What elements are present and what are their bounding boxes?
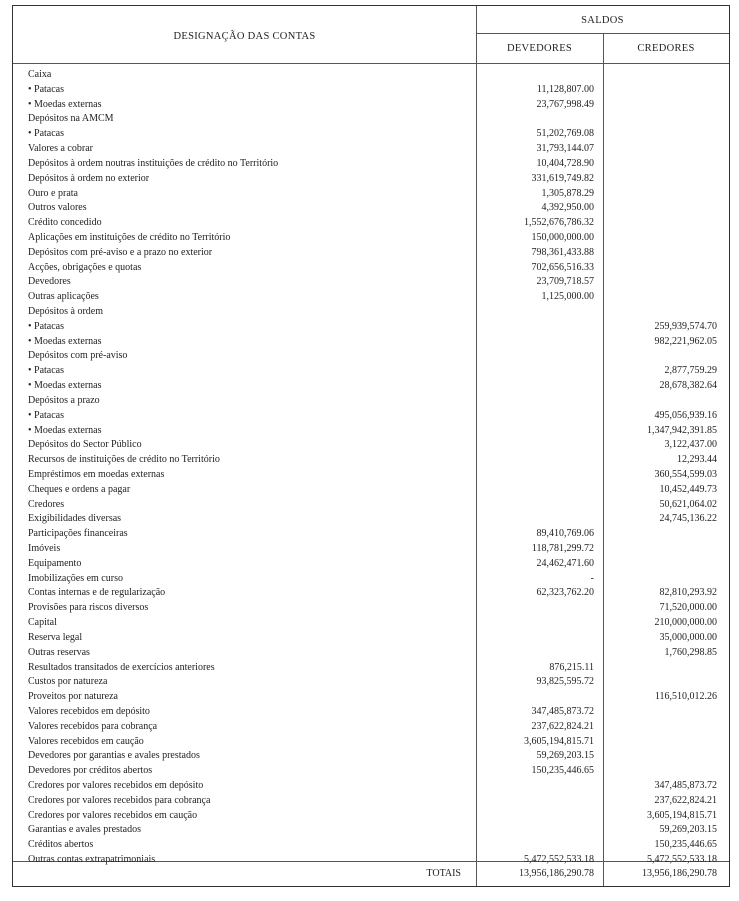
account-name: Ouro e prata [28, 187, 78, 199]
credores-value: 150,235,446.65 [654, 839, 717, 851]
devedores-value: - [590, 572, 594, 584]
devedores-value: 23,709,718.57 [536, 276, 594, 288]
account-name: • Patacas [28, 128, 64, 140]
account-name: Valores a cobrar [28, 143, 93, 155]
credores-value: 982,221,962.05 [654, 335, 717, 347]
table-row [13, 246, 729, 261]
devedores-header: DEVEDORES [506, 43, 573, 54]
table-row [13, 112, 729, 127]
table-row [13, 572, 729, 587]
devedores-value: 10,404,728.90 [536, 157, 594, 169]
credores-value: 1,347,942,391.85 [647, 424, 717, 436]
account-name: Equipamento [28, 557, 82, 569]
account-name: Credores por valores recebidos para cobrança [28, 794, 211, 806]
account-name: Outras contas extrapatrimoniais [28, 854, 156, 866]
totals-label: TOTAIS [426, 868, 461, 879]
row-divider [476, 33, 729, 34]
devedores-value: 1,125,000.00 [541, 291, 594, 303]
devedores-value: 702,656,516.33 [531, 261, 594, 273]
credores-value: 495,056,939.16 [654, 409, 717, 421]
account-name: • Moedas externas [28, 335, 102, 347]
credores-value: 347,485,873.72 [654, 780, 717, 791]
table-row [13, 231, 729, 246]
balance-table [12, 5, 730, 887]
totals-devedores: 13,956,186,290.78 [519, 868, 594, 879]
account-name: Cheques e ordens a pagar [28, 483, 131, 495]
devedores-value: 347,485,873.72 [531, 705, 594, 717]
totals-credores: 13,956,186,290.78 [642, 868, 717, 879]
devedores-value: 23,767,998.49 [536, 98, 594, 110]
devedores-value: 331,619,749.82 [531, 172, 594, 184]
devedores-value: 31,793,144.07 [536, 143, 594, 155]
table-row [13, 172, 729, 187]
credores-value: 3,122,437.00 [664, 439, 717, 451]
account-name: Credores [28, 498, 65, 510]
account-name: • Patacas [28, 83, 64, 95]
account-rows [13, 68, 729, 868]
devedores-value: 51,202,769.08 [536, 128, 594, 140]
account-name: Exigibilidades diversas [28, 513, 122, 525]
table-row [13, 749, 729, 764]
account-name: Outros valores [28, 202, 87, 214]
table-row [13, 453, 729, 468]
account-name: Créditos abertos [28, 839, 94, 851]
credores-value: 24,745,136.22 [659, 513, 717, 525]
table-row [13, 720, 729, 735]
table-row [13, 690, 729, 705]
devedores-value: 59,269,203.15 [536, 750, 594, 762]
account-name: Acções, obrigações e quotas [28, 261, 142, 273]
table-row [13, 557, 729, 572]
credores-value: 210,000,000.00 [654, 617, 717, 629]
devedores-value: 62,323,762.20 [536, 587, 594, 599]
table-row [13, 216, 729, 231]
table-row [13, 409, 729, 424]
table-row [13, 764, 729, 779]
header-divider [13, 63, 729, 64]
account-name: Depósitos à ordem [28, 306, 103, 317]
account-name: Depósitos com pré-aviso [28, 350, 128, 362]
table-row [13, 616, 729, 631]
credores-value: 2,877,759.29 [664, 365, 717, 377]
credores-value: 10,452,449.73 [659, 483, 717, 495]
credores-value: 12,293.44 [677, 454, 717, 466]
account-name: Proveitos por natureza [28, 691, 118, 703]
account-name: Caixa [28, 69, 52, 80]
devedores-value: 1,305,878.29 [541, 187, 594, 199]
devedores-value: 5,472,552,533.18 [524, 854, 594, 866]
table-row [13, 527, 729, 542]
devedores-value: 876,215.11 [549, 661, 594, 673]
devedores-value: 24,462,471.60 [536, 557, 594, 569]
table-row [13, 335, 729, 350]
devedores-value: 150,235,446.65 [531, 765, 594, 777]
credores-value: 71,520,000.00 [659, 602, 717, 614]
account-name: Custos por natureza [28, 676, 108, 688]
devedores-value: 93,825,595.72 [536, 676, 594, 688]
table-row [13, 646, 729, 661]
account-name: Valores recebidos em depósito [28, 705, 150, 717]
table-row [13, 157, 729, 172]
credores-value: 5,472,552,533.18 [647, 854, 717, 866]
table-row [13, 305, 729, 320]
table-row [13, 290, 729, 305]
table-row [13, 823, 729, 838]
credores-header: CREDORES [637, 43, 695, 54]
account-name: Outras aplicações [28, 291, 99, 303]
table-row [13, 349, 729, 364]
table-row [13, 261, 729, 276]
account-name: Resultados transitados de exercícios anteriores [28, 661, 215, 673]
table-row [13, 586, 729, 601]
account-name: Crédito concedido [28, 217, 102, 229]
table-row [13, 705, 729, 720]
table-row [13, 631, 729, 646]
devedores-value: 798,361,433.88 [531, 246, 594, 258]
saldos-header: SALDOS [581, 15, 624, 26]
table-row [13, 438, 729, 453]
table-row [13, 809, 729, 824]
table-row [13, 601, 729, 616]
credores-value: 3,605,194,815.71 [647, 809, 717, 821]
devedores-value: 11,128,807.00 [536, 83, 594, 95]
account-name: Devedores por garantias e avales prestados [28, 750, 200, 762]
account-name: • Patacas [28, 365, 64, 377]
account-name: Depósitos com pré-aviso e a prazo no exterior [28, 246, 213, 258]
devedores-value: 237,622,824.21 [531, 720, 594, 732]
credores-value: 82,810,293.92 [659, 587, 717, 599]
table-row [13, 364, 729, 379]
account-name: Depósitos do Sector Público [28, 439, 142, 451]
devedores-value: 3,605,194,815.71 [524, 735, 594, 747]
table-row [13, 838, 729, 853]
table-row [13, 275, 729, 290]
table-row [13, 512, 729, 527]
table-row [13, 483, 729, 498]
table-row [13, 68, 729, 83]
table-row [13, 735, 729, 750]
credores-value: 35,000,000.00 [659, 631, 717, 643]
credores-value: 259,939,574.70 [654, 320, 717, 332]
account-name: Provisões para riscos diversos [28, 602, 149, 614]
account-name: Contas internas e de regularização [28, 587, 166, 599]
account-name: Outras reservas [28, 646, 90, 658]
account-name: Depósitos à ordem no exterior [28, 172, 150, 184]
account-name: Reserva legal [28, 631, 83, 643]
account-name: Depósitos a prazo [28, 394, 100, 406]
account-name: Valores recebidos para cobrança [28, 720, 158, 732]
table-row [13, 394, 729, 409]
account-name: Imobilizações em curso [28, 572, 123, 584]
table-row [13, 142, 729, 157]
account-name: • Moedas externas [28, 424, 102, 436]
table-row [13, 853, 729, 868]
account-name: Aplicações em instituições de crédito no Território [28, 231, 231, 243]
table-row [13, 83, 729, 98]
account-name: Devedores [28, 276, 71, 288]
credores-value: 1,760,298.85 [664, 646, 717, 658]
devedores-value: 1,552,676,786.32 [524, 217, 594, 229]
credores-value: 50,621,064.02 [659, 498, 717, 510]
account-name: Garantias e avales prestados [28, 824, 142, 836]
account-name: Recursos de instituições de crédito no Território [28, 454, 220, 466]
table-row [13, 320, 729, 335]
table-row [13, 187, 729, 202]
table-row [13, 498, 729, 513]
credores-value: 237,622,824.21 [654, 794, 717, 806]
account-name: • Patacas [28, 409, 64, 421]
account-name: Capital [28, 617, 57, 629]
account-name: Valores recebidos em caução [28, 735, 144, 747]
table-row [13, 379, 729, 394]
devedores-value: 118,781,299.72 [531, 543, 594, 554]
credores-value: 28,678,382.64 [659, 380, 717, 392]
table-row [13, 201, 729, 216]
table-row [13, 779, 729, 794]
account-name: • Moedas externas [28, 380, 102, 392]
table-row [13, 468, 729, 483]
table-row [13, 98, 729, 113]
credores-value: 116,510,012.26 [654, 691, 717, 703]
account-name: Depósitos à ordem noutras instituições de crédito no Território [28, 157, 279, 169]
table-row [13, 794, 729, 809]
account-name: • Patacas [28, 320, 64, 332]
account-name: Participações financeiras [28, 528, 128, 540]
account-name: Imóveis [28, 543, 61, 554]
credores-value: 360,554,599.03 [654, 468, 717, 480]
account-name: Credores por valores recebidos em depósito [28, 780, 204, 791]
table-row [13, 675, 729, 690]
devedores-value: 89,410,769.06 [536, 528, 594, 540]
account-name: Devedores por créditos abertos [28, 765, 153, 777]
table-row [13, 424, 729, 439]
account-name: Empréstimos em moedas externas [28, 468, 165, 480]
account-name: • Moedas externas [28, 98, 102, 110]
table-row [13, 661, 729, 676]
account-name: Depósitos na AMCM [28, 113, 114, 125]
devedores-value: 150,000,000.00 [531, 231, 594, 243]
designation-header: DESIGNAÇÃO DAS CONTAS [173, 31, 316, 42]
table-row [13, 127, 729, 142]
devedores-value: 4,392,950.00 [541, 202, 594, 214]
table-row [13, 542, 729, 557]
account-name: Credores por valores recebidos em caução [28, 809, 198, 821]
credores-value: 59,269,203.15 [659, 824, 717, 836]
